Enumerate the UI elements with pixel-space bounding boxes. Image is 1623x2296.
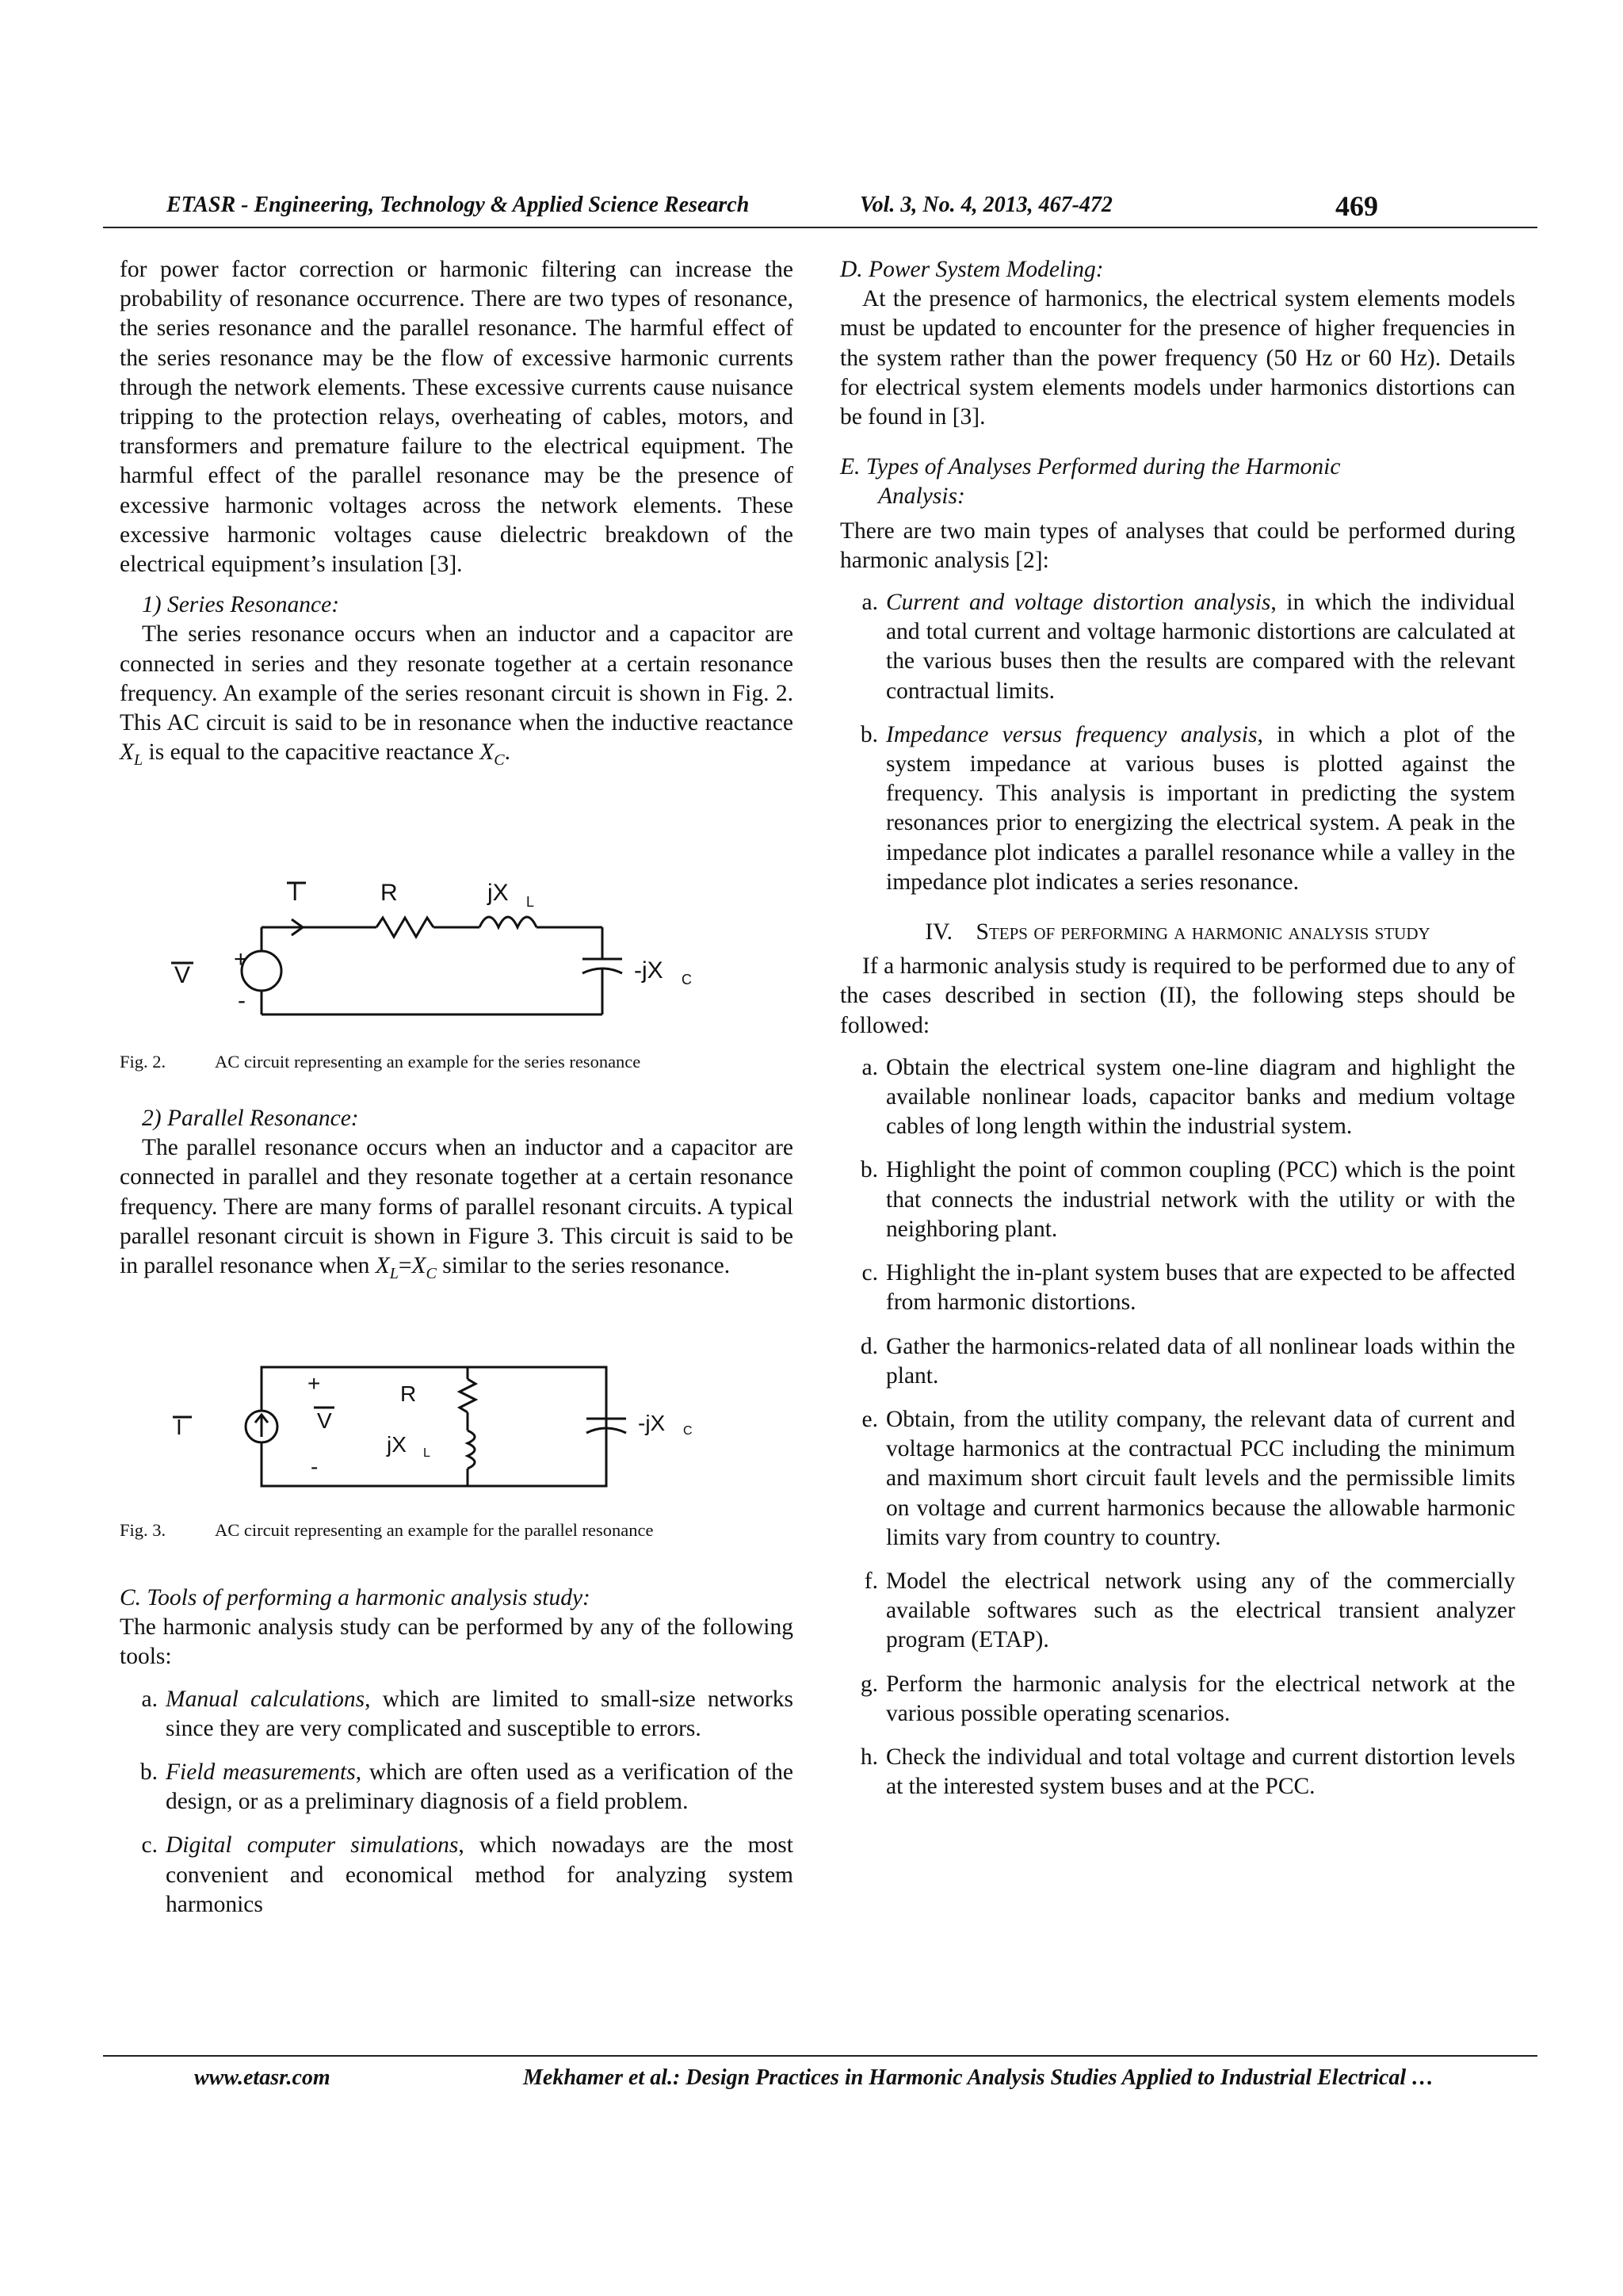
fig3-caption: Fig. 3. AC circuit representing an example for the parallel resonance: [120, 1520, 654, 1540]
parallel-resonance-paragraph: The parallel resonance occurs when an inductor and a capacitor are connected in parallel and they resonate together at a certain resonance frequency. There are many forms of parallel resonant circuits. A typical parallel resonant circuit is shown in Figure 3. This circuit is said to be in parallel resonance when $X_L=X_C$ similar to the series resonance.: [120, 1135, 793, 1282]
left-column-tools: [120, 1584, 793, 1934]
svg-text:C: C: [683, 1424, 693, 1438]
left-column: [120, 255, 793, 775]
parallel-resonance-circuit-figure: [158, 1355, 745, 1498]
header-rule: [103, 227, 1537, 228]
section-e-heading: E. Types of Analyses Performed during the Harmonic Analysis:: [840, 454, 1341, 510]
section-c-intro: The harmonic analysis study can be performed by any of the following tools:: [120, 1614, 793, 1670]
tools-list: [120, 1685, 793, 1920]
list-item: h. Check the individual and total voltage and current distortion levels at the interested system buses and at the PCC.: [860, 1744, 1515, 1800]
steps-list: [840, 1053, 1515, 1801]
volume-info: Vol. 3, No. 4, 2013, 467-472: [860, 193, 1113, 217]
svg-text:V: V: [174, 962, 191, 988]
list-item: a. Obtain the electrical system one-line diagram and highlight the available nonlinear loads, capacitor banks and medium voltage cables of long length within the industrial system.: [861, 1054, 1515, 1140]
section-c-heading: C. Tools of performing a harmonic analysis study:: [120, 1585, 590, 1610]
section-e-intro: There are two main types of analyses that could be performed during harmonic analysis [2]:: [840, 518, 1515, 573]
svg-text:L: L: [526, 894, 535, 910]
footer-citation: Mekhamer et al.: Design Practices in Harmonic Analysis Studies Applied to Industrial Electrical …: [523, 2065, 1434, 2090]
footer-rule: [103, 2055, 1537, 2057]
list-item: b. Field measurements, which are often used as a verification of the design, or as a preliminary diagnosis of a field problem.: [139, 1759, 793, 1815]
section-d-heading: D. Power System Modeling:: [840, 257, 1104, 282]
list-item: b. Highlight the point of common coupling (PCC) which is the point that connects the industrial network with the utility or with the neighboring plant.: [860, 1157, 1515, 1242]
left-column-parallel: [120, 1104, 793, 1289]
journal-name: ETASR - Engineering, Technology & Applied Science Research: [166, 193, 750, 217]
parallel-resonance-heading: 2) Parallel Resonance:: [142, 1106, 359, 1131]
series-resonance-heading: 1) Series Resonance:: [142, 592, 340, 618]
list-item: a. Manual calculations, which are limited to small-size networks since they are very complicated and susceptible to errors.: [141, 1686, 793, 1741]
footer-website: www.etasr.com: [194, 2065, 330, 2090]
analyses-list: [840, 588, 1515, 897]
list-item: g. Perform the harmonic analysis for the electrical network at the various possible operating scenarios.: [860, 1671, 1515, 1726]
svg-text:jX: jX: [487, 880, 509, 906]
section-iv-heading: IV. Steps of performing a harmonic analysis study: [925, 919, 1430, 946]
svg-text:V: V: [317, 1408, 332, 1433]
svg-text:-: -: [311, 1454, 319, 1479]
section-d-paragraph: At the presence of harmonics, the electrical system elements models must be updated to encounter for the presence of higher frequencies in the system rather than the power frequency (50 Hz or 60 Hz). Details for electrical system elements models under harmonics distortions can be found in [3].: [840, 286, 1515, 430]
section-iv-intro: If a harmonic analysis study is required to be performed due to any of the cases described in section (II), the following steps should be followed:: [840, 953, 1515, 1038]
svg-text:R: R: [400, 1381, 417, 1406]
right-column: [840, 255, 1515, 1816]
svg-text:L: L: [423, 1446, 430, 1460]
svg-text:I: I: [292, 880, 299, 906]
svg-text:C: C: [682, 972, 692, 988]
svg-text:-: -: [238, 988, 246, 1014]
page-number: 469: [1335, 190, 1378, 222]
list-item: d. Gather the harmonics-related data of all nonlinear loads within the plant.: [860, 1333, 1515, 1389]
svg-text:I: I: [176, 1415, 182, 1439]
svg-text:+: +: [234, 946, 248, 972]
series-resonance-circuit-figure: [158, 872, 745, 1030]
list-item: c. Digital computer simulations, which nowadays are the most convenient and economical method for analyzing system harmonics: [141, 1832, 793, 1917]
series-resonance-paragraph: The series resonance occurs when an inductor and a capacitor are connected in series and they resonate together at a certain resonance frequency. An example of the series resonant circuit is shown in Fig. 2. This AC circuit is said to be in resonance when the inductive reactance $X_L$ is equal to the capacitive reactance $X_C$.: [120, 621, 793, 770]
list-item: b. Impedance versus frequency analysis, in which a plot of the system impedance at various buses is plotted against the frequency. This analysis is important in predicting the system resonances prior to energizing the electrical system. A peak in the impedance plot indicates a parallel resonance while a valley in the impedance plot indicates a series resonance.: [860, 721, 1515, 895]
list-item: f. Model the electrical network using any of the commercially available softwares such as the electrical transient analyzer program (ETAP).: [864, 1568, 1515, 1653]
list-item: a. Current and voltage distortion analysis, in which the individual and total current and voltage harmonic distortions are calculated at the various buses then the results are compared with the relevant contractual limits.: [861, 590, 1515, 704]
svg-text:-jX: -jX: [638, 1411, 666, 1435]
list-item: e. Obtain, from the utility company, the relevant data of current and voltage harmonics at the contractual PCC including the minimum and maximum short circuit fault levels and the permissible limits on voltage and current harmonics because the allowable harmonic limits vary from country to country.: [861, 1406, 1515, 1550]
svg-text:jX: jX: [387, 1432, 407, 1457]
svg-text:-jX: -jX: [634, 957, 663, 984]
fig2-caption: Fig. 2. AC circuit representing an example for the series resonance: [120, 1052, 641, 1072]
intro-paragraph: for power factor correction or harmonic filtering can increase the probability of resonance occurrence. There are two types of resonance, the series resonance and the parallel resonance. The harmful effect of the series resonance may be the flow of excessive harmonic currents through the network elements. These excessive currents cause nuisance tripping to the protection relays, overheating of cables, motors, and transformers and premature failure to the electrical equipment. The harmful effect of the parallel resonance may be the presence of excessive harmonic voltages across the network elements. These excessive harmonic voltages cause dielectric breakdown of the electrical equipment’s insulation [3].: [120, 257, 793, 578]
svg-text:+: +: [307, 1371, 321, 1396]
svg-text:R: R: [380, 880, 398, 906]
list-item: c. Highlight the in-plant system buses that are expected to be affected from harmonic distortions.: [861, 1260, 1515, 1316]
